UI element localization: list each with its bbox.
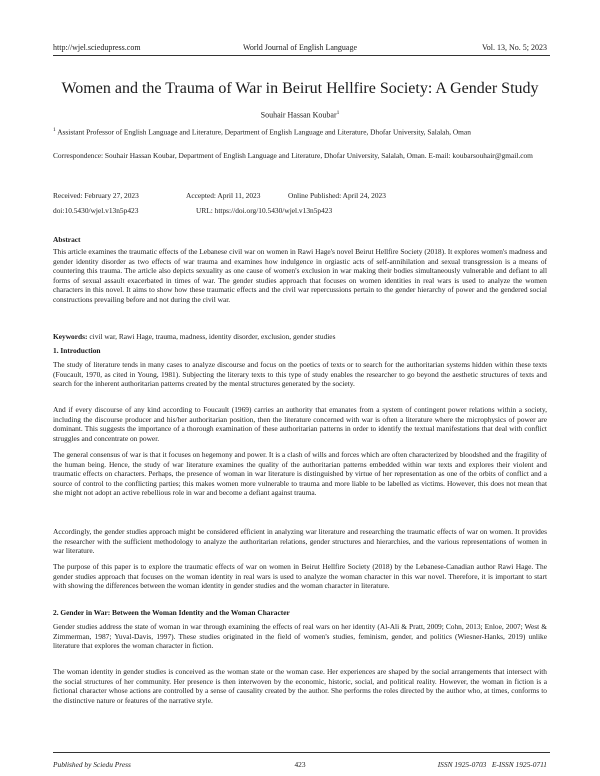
header-journal: World Journal of English Language [243, 43, 357, 52]
received-date: Received: February 27, 2023 [53, 191, 139, 200]
section-2-paragraph-2: The woman identity in gender studies is conceived as the woman state or the woman case. Her experiences are shaped by the social arrangements that intersect with the social structures of her community. Her presence is then interwoven by the economic, historic, social, and political reality. However, the woman in fiction is a fictional character whose actions are controlled by a sense of causality created by the author. She performs the roles directed by the author who, at times, conforms to the distinctive nature or features of the narrative style. [53, 667, 547, 705]
keywords-label: Keywords: [53, 332, 88, 341]
author-name: Souhair Hassan Koubar [260, 110, 337, 120]
affiliation-text: Assistant Professor of English Language and Literature, Department of English Language and Literature, Dhofar University, Salalah, Oman [57, 127, 471, 137]
paper-title: Women and the Trauma of War in Beirut Hellfire Society: A Gender Study [61, 80, 539, 97]
footer-rule [53, 752, 550, 753]
doi-url[interactable]: URL: https://doi.org/10.5430/wjel.v13n5p423 [196, 206, 333, 215]
section-1-paragraph-3: The general consensus of war is that it focuses on hegemony and power. It is a clash of wills and forces which are often characterized by bloodshed and the fragility of the human being. Hence, the study of war literature examines the quality of the authoritarian patterns embedded within war texts and explores their violent and traumatic effects on characters. Perhaps, the presence of woman in war literature is distinguished by virtue of her representation as one of the orbits of conflict and a source of control to the conflicting parties; this makes women more vulnerable to trauma and more liable to be labelled as victims. However, this does not mean that she might not adopt an active rebellious role in war and become a defiant against trauma. [53, 450, 547, 497]
correspondence: Correspondence: Souhair Hassan Koubar, Department of English Language and Literature, Dhofar University, Salalah, Oman. E-mail: koubarsouhair@gmail.com [53, 151, 533, 160]
page-number: 423 [294, 760, 306, 769]
affiliation [53, 126, 547, 137]
section-2-heading: 2. Gender in War: Between the Woman Identity and the Woman Character [53, 608, 290, 617]
affiliation-mark: 1 [53, 127, 56, 133]
keywords [53, 332, 547, 342]
footer-issn: ISSN 1925-0703 E-ISSN 1925-0711 [437, 760, 547, 769]
keywords-text: civil war, Rawi Hage, trauma, madness, identity disorder, exclusion, gender studies [89, 332, 336, 341]
section-1-paragraph-2: And if every discourse of any kind according to Foucault (1969) carries an authority that emanates from a system of contingent power relations within a society, including the discourse producer and his/her authoritarian position, then the literature concerned with war is often a literature where the microphysics of power are dominant. This suggests the importance of a thorough examination of these authoritarian patterns in order to identify the textual manifestations that deal with conflict struggles and concentrate on power. [53, 405, 547, 443]
footer-publisher: Published by Sciedu Press [53, 760, 131, 769]
published-date: Online Published: April 24, 2023 [288, 191, 386, 200]
header-volume: Vol. 13, No. 5; 2023 [482, 43, 547, 52]
accepted-date: Accepted: April 11, 2023 [186, 191, 261, 200]
author-line [53, 110, 547, 120]
abstract-heading: Abstract [53, 235, 81, 244]
abstract-text: This article examines the traumatic effects of the Lebanese civil war on women in Rawi Hage's novel Beirut Hellfire Society (2018). It explores women's madness and gender identity disorder as two effects of war trauma and examines how indulgence in orgiastic acts of self-annihilation and sexual transgression is a means of countering this trauma. The article also depicts sexuality as one cause of women's exclusion in war making their bodies simultaneously vulnerable and defiant to all forms of sexual assault exacerbated in times of war. The gender studies approach that focuses on women identities in real wars is used to analyze the women characters in this novel. It aims to show how these traumatic effects and the civil war repercussions pertain to the gender hierarchy of power and the gendered social constructions prevailing before and not during the civil war. [53, 247, 547, 304]
header-rule [53, 55, 550, 56]
doi[interactable]: doi:10.5430/wjel.v13n5p423 [53, 206, 139, 215]
header-url[interactable]: http://wjel.sciedupress.com [53, 43, 141, 52]
section-1-paragraph-5: The purpose of this paper is to explore the traumatic effects of war on women in Beirut Hellfire Society (2018) by the Lebanese-Canadian author Rawi Hage. The gender studies approach that focuses on the woman identity in real wars is used to analyze the woman character in this war novel. Therefore, it is important to start with showing the differences between the woman identity in gender studies and the woman character in literature. [53, 562, 547, 590]
section-1-paragraph-1: The study of literature tends in many cases to analyze discourse and focus on the poetics of texts or to search for the authoritarian systems hidden within these texts (Foucault, 1970, as cited in Young, 1981). Subjecting the literary texts to this type of study enables the researcher to go beyond the aesthetic structures of texts and search for the inherent authoritarian patterns created by the mental structures generated by the society. [53, 360, 547, 388]
section-2-paragraph-1: Gender studies address the state of woman in war through examining the effects of real wars on her identity (Al-Ali & Pratt, 2009; Cohn, 2013; Enloe, 2007; West & Zimmerman, 1987; Yuval-Davis, 1997). These studies originated in the field of women's studies, feminism, gender, and politics (Wiesner-Hanks, 2019) unlike literature that explores the woman character in fiction. [53, 622, 547, 650]
section-1-paragraph-4: Accordingly, the gender studies approach might be considered efficient in analyzing war literature and researching the traumatic effects of war on women. It provides the researcher with the sufficient methodology to analyze the authoritarian relations, gender structures and hierarchies, and the various representations of women in war literature. [53, 527, 547, 555]
section-1-heading: 1. Introduction [53, 346, 101, 355]
author-affiliation-mark: 1 [336, 110, 340, 116]
